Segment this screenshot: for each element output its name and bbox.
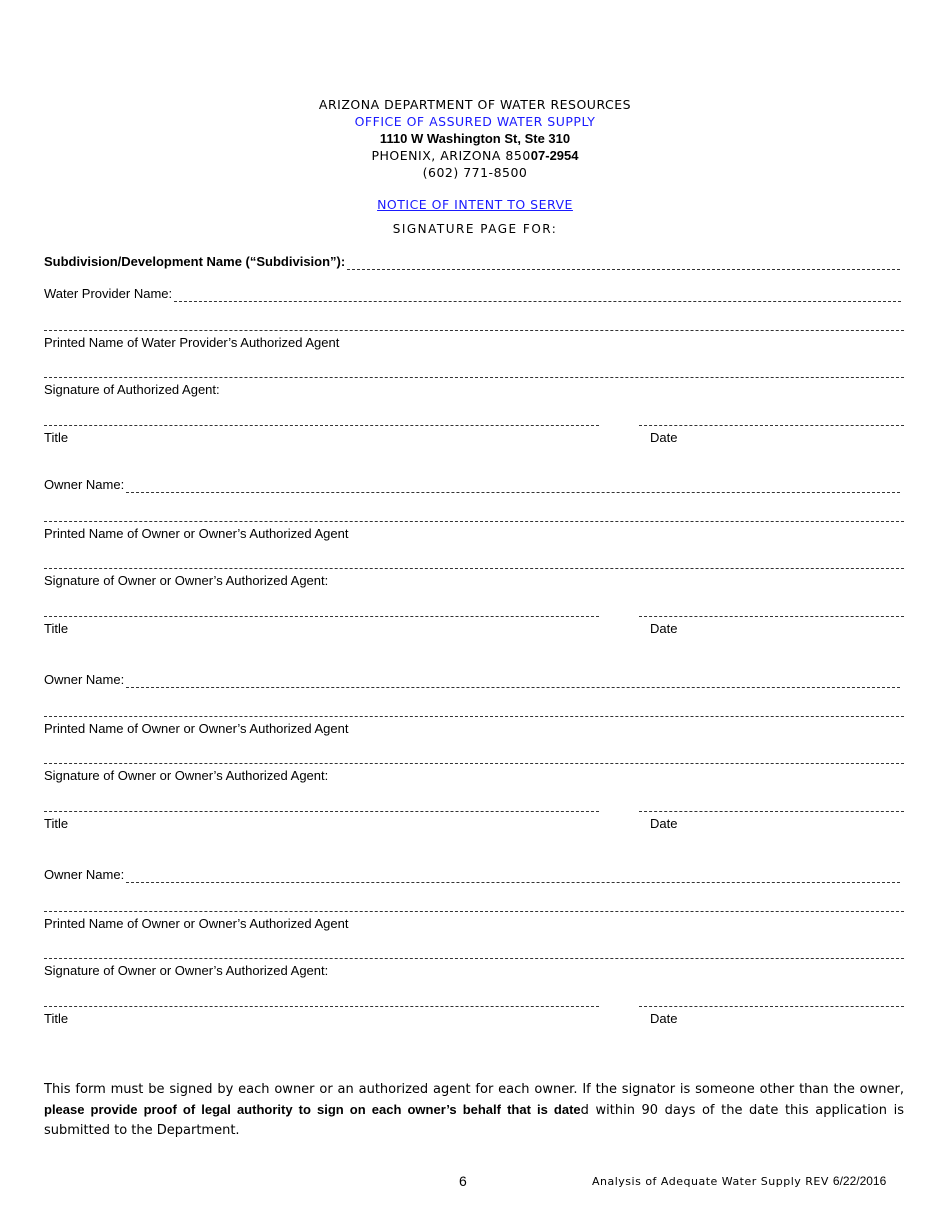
owner-2-signature-label: Signature of Owner or Owner’s Authorized Agent: [44, 768, 329, 783]
owner-1-name-label: Owner Name: [44, 477, 125, 492]
provider-title-label: Title [44, 430, 69, 445]
provider-printed-name-line[interactable] [44, 330, 904, 331]
owner-2-title-label: Title [44, 816, 69, 831]
provider-title-line[interactable] [44, 425, 599, 426]
notice-text-1: This form must be signed by each owner or an authorized agent for each owner. If the signator is someone other than the owner, [44, 1082, 904, 1097]
owner-2-printed-line[interactable] [44, 716, 904, 717]
owner-3-printed-label: Printed Name of Owner or Owner’s Authorized Agent [44, 916, 349, 931]
water-provider-line[interactable] [174, 290, 901, 302]
office-name: OFFICE OF ASSURED WATER SUPPLY [354, 114, 596, 129]
owner-1-name-field[interactable] [44, 477, 900, 493]
owner-1-signature-line[interactable] [44, 568, 904, 569]
agency-name: ARIZONA DEPARTMENT OF WATER RESOURCES [318, 97, 632, 112]
owner-3-date-line[interactable] [639, 1006, 904, 1007]
owner-1-name-line[interactable] [126, 481, 900, 493]
owner-3-signature-label: Signature of Owner or Owner’s Authorized Agent: [44, 963, 329, 978]
provider-signature-line[interactable] [44, 377, 904, 378]
zip-extension: 07-2954 [530, 148, 579, 163]
office-phone: (602) 771-8500 [422, 165, 528, 180]
revision-date: 6/22/2016 [832, 1174, 887, 1188]
owner-3-name-line[interactable] [126, 871, 900, 883]
office-address: 1110 W Washington St, Ste 310 [379, 131, 571, 146]
owner-3-title-label: Title [44, 1011, 69, 1026]
water-provider-label: Water Provider Name: [44, 286, 173, 301]
signature-notice-paragraph [44, 1080, 904, 1141]
owner-2-title-line[interactable] [44, 811, 599, 812]
provider-date-line[interactable] [639, 425, 904, 426]
provider-signature-label: Signature of Authorized Agent: [44, 382, 220, 397]
water-provider-field[interactable] [44, 286, 901, 302]
owner-1-printed-line[interactable] [44, 521, 904, 522]
form-footer [592, 1174, 886, 1188]
owner-1-date-line[interactable] [639, 616, 904, 617]
subdivision-label: Subdivision/Development Name (“Subdivision”): [44, 254, 346, 269]
owner-2-date-label: Date [650, 816, 678, 831]
owner-2-name-label: Owner Name: [44, 672, 125, 687]
owner-1-printed-label: Printed Name of Owner or Owner’s Authorized Agent [44, 526, 349, 541]
owner-1-signature-label: Signature of Owner or Owner’s Authorized Agent: [44, 573, 329, 588]
signature-page-subtitle: SIGNATURE PAGE FOR: [392, 222, 558, 236]
subdivision-field[interactable] [44, 254, 900, 270]
notice-text-bold: please provide proof of legal authority to sign on each owner’s behalf that is date [44, 1102, 581, 1117]
office-city [0, 147, 950, 164]
owner-2-name-field[interactable] [44, 672, 900, 688]
owner-2-signature-line[interactable] [44, 763, 904, 764]
form-name: Analysis of Adequate Water Supply REV [592, 1175, 833, 1188]
owner-2-date-line[interactable] [639, 811, 904, 812]
owner-1-title-label: Title [44, 621, 69, 636]
provider-date-label: Date [650, 430, 678, 445]
owner-3-date-label: Date [650, 1011, 678, 1026]
notice-link[interactable]: NOTICE OF INTENT TO SERVE [377, 197, 573, 212]
provider-printed-name-label: Printed Name of Water Provider’s Authorized Agent [44, 335, 340, 350]
owner-1-date-label: Date [650, 621, 678, 636]
owner-1-title-line[interactable] [44, 616, 599, 617]
owner-3-signature-line[interactable] [44, 958, 904, 959]
notice-text-2: d within 90 days of the date this application is submitted to the Department. [44, 1103, 904, 1138]
owner-2-printed-label: Printed Name of Owner or Owner’s Authorized Agent [44, 721, 349, 736]
subdivision-line[interactable] [347, 258, 900, 270]
owner-2-name-line[interactable] [126, 676, 900, 688]
page-number: 6 [459, 1173, 467, 1189]
city-state: PHOENIX, ARIZONA 850 [371, 148, 531, 163]
owner-3-title-line[interactable] [44, 1006, 599, 1007]
owner-3-name-label: Owner Name: [44, 867, 125, 882]
owner-3-name-field[interactable] [44, 867, 900, 883]
owner-3-printed-line[interactable] [44, 911, 904, 912]
